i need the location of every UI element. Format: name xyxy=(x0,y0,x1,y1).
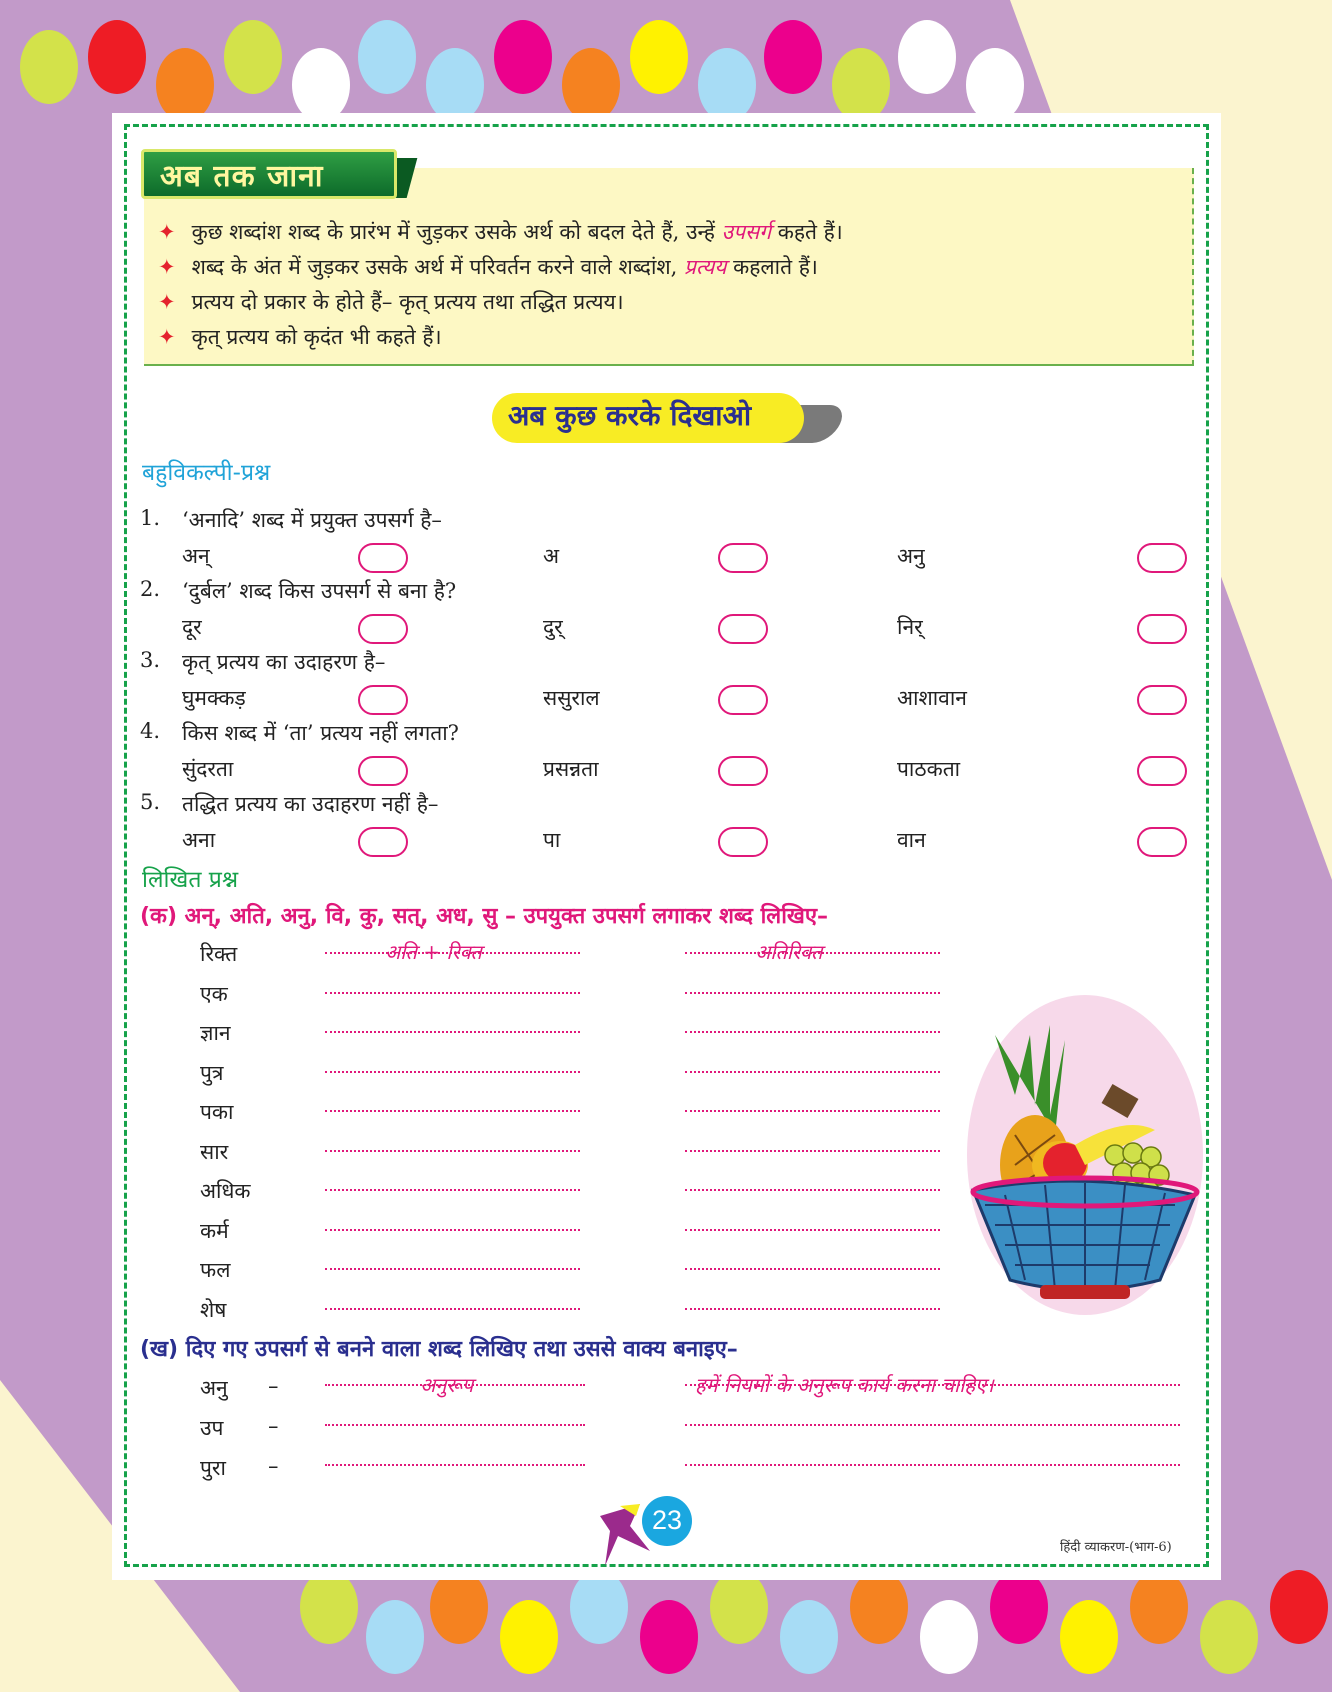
answer-line-split[interactable] xyxy=(325,1031,580,1033)
option-label: अना xyxy=(182,828,216,852)
part-b-instruction: (ख) दिए गए उपसर्ग से बनने वाला शब्द लिखिए तथा उससे वाक्य बनाइए– xyxy=(140,1337,738,1362)
answer-checkbox[interactable] xyxy=(358,756,408,786)
option-label: अ xyxy=(543,544,560,568)
option-label: दुर् xyxy=(543,615,563,639)
question-number: 3. xyxy=(140,648,161,672)
base-word: पका xyxy=(200,1100,234,1124)
page-number: 23 xyxy=(651,1505,683,1535)
answer-line-word[interactable] xyxy=(325,1424,585,1426)
written-title: लिखित प्रश्न xyxy=(142,867,239,893)
answer-line-split[interactable] xyxy=(325,1071,580,1073)
answer-checkbox[interactable] xyxy=(718,756,768,786)
info-text: कहलाते हैं। xyxy=(726,255,818,279)
footer-book-title: हिंदी व्याकरण-(भाग-6) xyxy=(1060,1540,1172,1555)
answer-line-word[interactable] xyxy=(685,1031,940,1033)
answer-line-split[interactable] xyxy=(325,1110,580,1112)
prefix-word: उप xyxy=(200,1416,224,1440)
activity-heading: अब कुछ करके दिखाओ xyxy=(508,399,752,432)
star-bullet-icon: ✦ xyxy=(158,255,176,279)
option-label: दूर xyxy=(182,615,202,639)
option-label: अनु xyxy=(897,544,925,568)
answer-line-word[interactable] xyxy=(325,1464,585,1466)
answer-checkbox[interactable] xyxy=(718,827,768,857)
info-highlight: उपसर्ग xyxy=(721,220,772,244)
answer-line-word[interactable] xyxy=(685,1229,940,1231)
answer-checkbox[interactable] xyxy=(718,614,768,644)
star-bullet-icon: ✦ xyxy=(158,220,176,244)
prefix-word: पुरा xyxy=(200,1456,226,1480)
part-a-instruction: (क) अन्, अति, अनु, वि, कु, सत्, अध, सु – उपयुक्त उपसर्ग लगाकर शब्द लिखिए– xyxy=(140,904,829,929)
answer-line-word[interactable] xyxy=(685,1110,940,1112)
answer-checkbox[interactable] xyxy=(1137,543,1187,573)
answer-checkbox[interactable] xyxy=(358,827,408,857)
star-bullet-icon: ✦ xyxy=(158,290,176,314)
question-number: 4. xyxy=(140,719,161,743)
answer-checkbox[interactable] xyxy=(358,685,408,715)
answer-line-split[interactable] xyxy=(325,1308,580,1310)
answer-line-word[interactable] xyxy=(685,1268,940,1270)
fruit-basket-illustration xyxy=(955,995,1205,1325)
option-label: पाठकता xyxy=(897,757,961,781)
answer-line-split[interactable] xyxy=(325,1229,580,1231)
star-bullet-icon: ✦ xyxy=(158,325,176,349)
info-text: कुछ शब्दांश शब्द के प्रारंभ में जुड़कर उसके अर्थ को बदल देते हैं, उन्हें xyxy=(191,220,722,244)
question-text: किस शब्द में ‘ता’ प्रत्यय नहीं लगता? xyxy=(182,721,459,745)
answer-line-split[interactable] xyxy=(325,1150,580,1152)
info-item xyxy=(158,253,818,281)
base-word: शेष xyxy=(200,1297,227,1322)
base-word: रिक्त xyxy=(200,942,238,966)
option-label: अन् xyxy=(182,544,210,568)
base-word: सार xyxy=(200,1139,229,1164)
answer-line-word[interactable] xyxy=(685,1308,940,1310)
info-title: अब तक जाना xyxy=(160,159,324,194)
question-text: तद्धित प्रत्यय का उदाहरण नहीं है– xyxy=(182,792,439,816)
answer-line-sentence[interactable] xyxy=(685,1464,1180,1466)
answer-checkbox[interactable] xyxy=(358,543,408,573)
option-label: वान xyxy=(897,828,926,852)
base-word: फल xyxy=(200,1258,231,1282)
dash-separator: – xyxy=(268,1414,279,1438)
answer-line-sentence[interactable] xyxy=(685,1424,1180,1426)
question-text: ‘अनादि’ शब्द में प्रयुक्त उपसर्ग है– xyxy=(182,508,442,532)
info-item xyxy=(158,323,442,351)
answer-line-word[interactable] xyxy=(685,1150,940,1152)
dash-separator: – xyxy=(268,1374,279,1398)
info-item xyxy=(158,218,843,246)
question-number: 5. xyxy=(140,790,161,814)
example-word: अतिरिक्त xyxy=(755,940,823,964)
info-text: कृत् प्रत्यय को कृदंत भी कहते हैं। xyxy=(191,325,442,349)
answer-checkbox[interactable] xyxy=(718,685,768,715)
example-sentence: हमें नियमों के अनुरूप कार्य करना चाहिए। xyxy=(695,1373,994,1397)
answer-checkbox[interactable] xyxy=(1137,827,1187,857)
example-split: अति + रिक्त xyxy=(385,940,482,964)
question-text: कृत् प्रत्यय का उदाहरण है– xyxy=(182,650,386,674)
base-word: पुत्र xyxy=(200,1060,224,1085)
question-text: ‘दुर्बल’ शब्द किस उपसर्ग से बना है? xyxy=(182,579,457,603)
question-number: 2. xyxy=(140,577,161,601)
answer-line-split[interactable] xyxy=(325,1189,580,1191)
option-label: घुमक्कड़ xyxy=(182,686,246,710)
info-text: प्रत्यय दो प्रकार के होते हैं– कृत् प्रत्यय तथा तद्धित प्रत्यय। xyxy=(191,290,624,314)
answer-checkbox[interactable] xyxy=(1137,614,1187,644)
info-item xyxy=(158,288,624,316)
info-text: शब्द के अंत में जुड़कर उसके अर्थ में परिवर्तन करने वाले शब्दांश, xyxy=(191,255,685,279)
option-label: सुंदरता xyxy=(182,757,234,781)
option-label: ससुराल xyxy=(543,686,600,710)
answer-line-split[interactable] xyxy=(325,1268,580,1270)
answer-line-word[interactable] xyxy=(685,1189,940,1191)
option-label: प्रसन्नता xyxy=(543,757,599,781)
base-word: एक xyxy=(200,981,228,1006)
answer-line-split[interactable] xyxy=(325,992,580,994)
base-word: कर्म xyxy=(200,1218,229,1243)
option-label: आशावान xyxy=(897,686,967,710)
info-text: कहते हैं। xyxy=(771,220,843,244)
option-label: पा xyxy=(543,828,561,852)
mcq-title: बहुविकल्पी-प्रश्न xyxy=(142,460,271,486)
example-word: अनुरूप xyxy=(420,1373,474,1397)
base-word: अधिक xyxy=(200,1179,251,1203)
answer-checkbox[interactable] xyxy=(1137,685,1187,715)
dash-separator: – xyxy=(268,1454,279,1478)
answer-checkbox[interactable] xyxy=(1137,756,1187,786)
info-highlight: प्रत्यय xyxy=(684,255,727,279)
answer-line-word[interactable] xyxy=(685,992,940,994)
answer-line-word[interactable] xyxy=(685,1071,940,1073)
answer-checkbox[interactable] xyxy=(718,543,768,573)
question-number: 1. xyxy=(140,506,161,530)
base-word: ज्ञान xyxy=(200,1021,231,1045)
prefix-word: अनु xyxy=(200,1376,228,1400)
answer-checkbox[interactable] xyxy=(358,614,408,644)
option-label: निर् xyxy=(897,615,923,639)
